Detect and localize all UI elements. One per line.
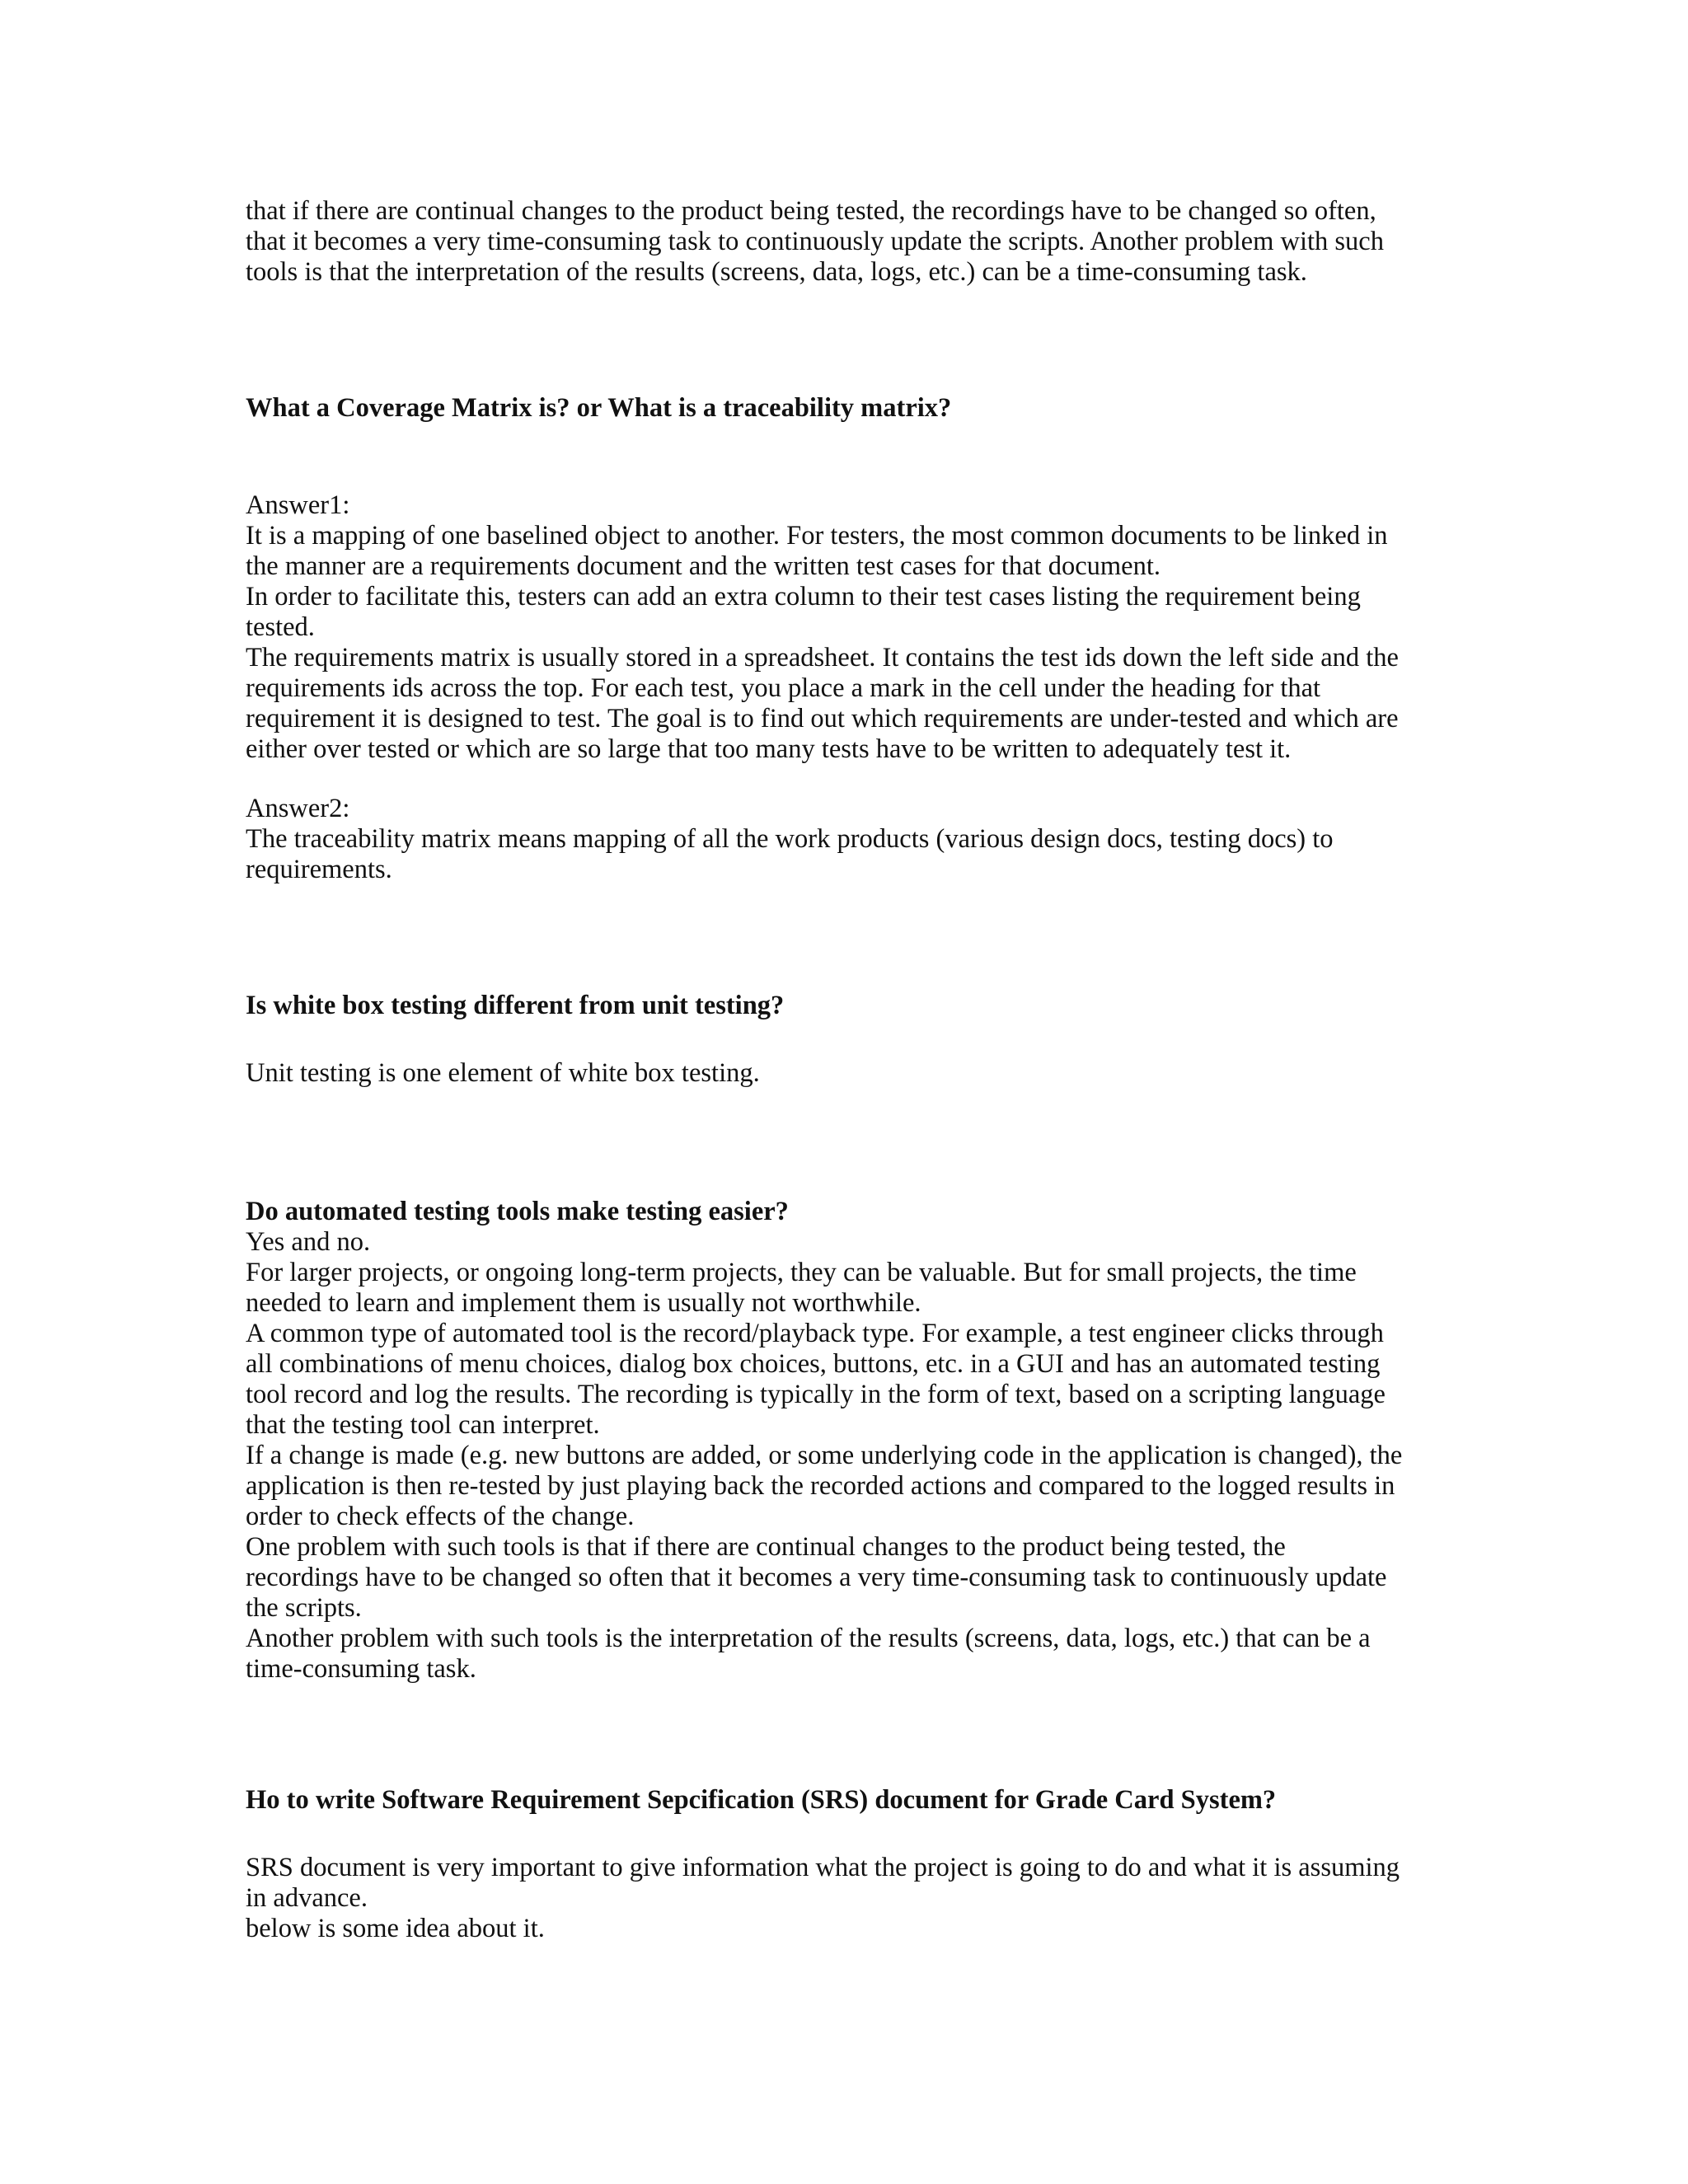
automated-line: A common type of automated tool is the record/playback type. For example, a test engineer clicks through: [246, 1319, 1384, 1348]
automated-line: order to check effects of the change.: [246, 1502, 635, 1531]
answer1-line: tested.: [246, 612, 315, 642]
srs-line: SRS document is very important to give information what the project is going to do and what it is assuming: [246, 1853, 1400, 1882]
automated-line: Yes and no.: [246, 1227, 371, 1257]
answer1-line: In order to facilitate this, testers can add an extra column to their test cases listing the requirement being: [246, 582, 1361, 612]
whitebox-answer: Unit testing is one element of white box testing.: [246, 1058, 760, 1088]
automated-line: application is then re-tested by just playing back the recorded actions and compared to the logged results in: [246, 1471, 1395, 1501]
automated-line: needed to learn and implement them is usually not worthwhile.: [246, 1288, 921, 1318]
automated-line: Another problem with such tools is the interpretation of the results (screens, data, logs, etc.) that can be a: [246, 1624, 1371, 1653]
answer1-line: requirement it is designed to test. The goal is to find out which requirements are under-tested and which are: [246, 704, 1399, 733]
srs-body: [246, 1853, 1441, 1944]
automated-line: tool record and log the results. The recording is typically in the form of text, based on a scripting language: [246, 1380, 1386, 1409]
answer1-line: It is a mapping of one baselined object to another. For testers, the most common documents to be linked in: [246, 521, 1388, 551]
answer2-line: The traceability matrix means mapping of all the work products (various design docs, testing docs) to: [246, 824, 1334, 854]
answer2-line: requirements.: [246, 855, 392, 884]
intro-line: that it becomes a very time-consuming task to continuously update the scripts. Another problem with such: [246, 227, 1384, 256]
automated-line: that the testing tool can interpret.: [246, 1410, 600, 1440]
automated-line: For larger projects, or ongoing long-term projects, they can be valuable. But for small projects, the time: [246, 1258, 1357, 1287]
srs-line: below is some idea about it.: [246, 1914, 545, 1943]
answer2-label: Answer2:: [246, 794, 350, 823]
answer1-line: requirements ids across the top. For each test, you place a mark in the cell under the heading for that: [246, 673, 1321, 703]
intro-line: that if there are continual changes to the product being tested, the recordings have to be changed so often,: [246, 196, 1376, 226]
automated-line: the scripts.: [246, 1593, 362, 1623]
srs-heading: Ho to write Software Requirement Sepcification (SRS) document for Grade Card System?: [246, 1785, 1277, 1815]
automated-line: One problem with such tools is that if there are continual changes to the product being tested, the: [246, 1532, 1286, 1562]
answer1-line: The requirements matrix is usually stored in a spreadsheet. It contains the test ids down the left side and the: [246, 643, 1399, 673]
automated-line: time-consuming task.: [246, 1654, 476, 1684]
srs-line: in advance.: [246, 1883, 368, 1913]
answer2-block: [246, 794, 1441, 885]
intro-line: tools is that the interpretation of the results (screens, data, logs, etc.) can be a time-consuming task.: [246, 257, 1307, 287]
whitebox-heading: Is white box testing different from unit testing?: [246, 991, 785, 1020]
answer1-line: either over tested or which are so large that too many tests have to be written to adequately test it.: [246, 734, 1292, 764]
automated-line: recordings have to be changed so often that it becomes a very time-consuming task to continuously update: [246, 1563, 1387, 1592]
automated-line: If a change is made (e.g. new buttons are added, or some underlying code in the application is changed), the: [246, 1441, 1403, 1470]
intro-paragraph: [246, 196, 1441, 288]
answer1-block: [246, 490, 1441, 765]
coverage-matrix-heading: What a Coverage Matrix is? or What is a traceability matrix?: [246, 393, 952, 423]
answer1-line: the manner are a requirements document and the written test cases for that document.: [246, 551, 1160, 581]
answer1-label: Answer1:: [246, 490, 350, 520]
automated-line: all combinations of menu choices, dialog box choices, buttons, etc. in a GUI and has an automated testing: [246, 1349, 1381, 1379]
automated-testing-body: [246, 1227, 1441, 1685]
automated-testing-heading: Do automated testing tools make testing easier?: [246, 1197, 789, 1226]
